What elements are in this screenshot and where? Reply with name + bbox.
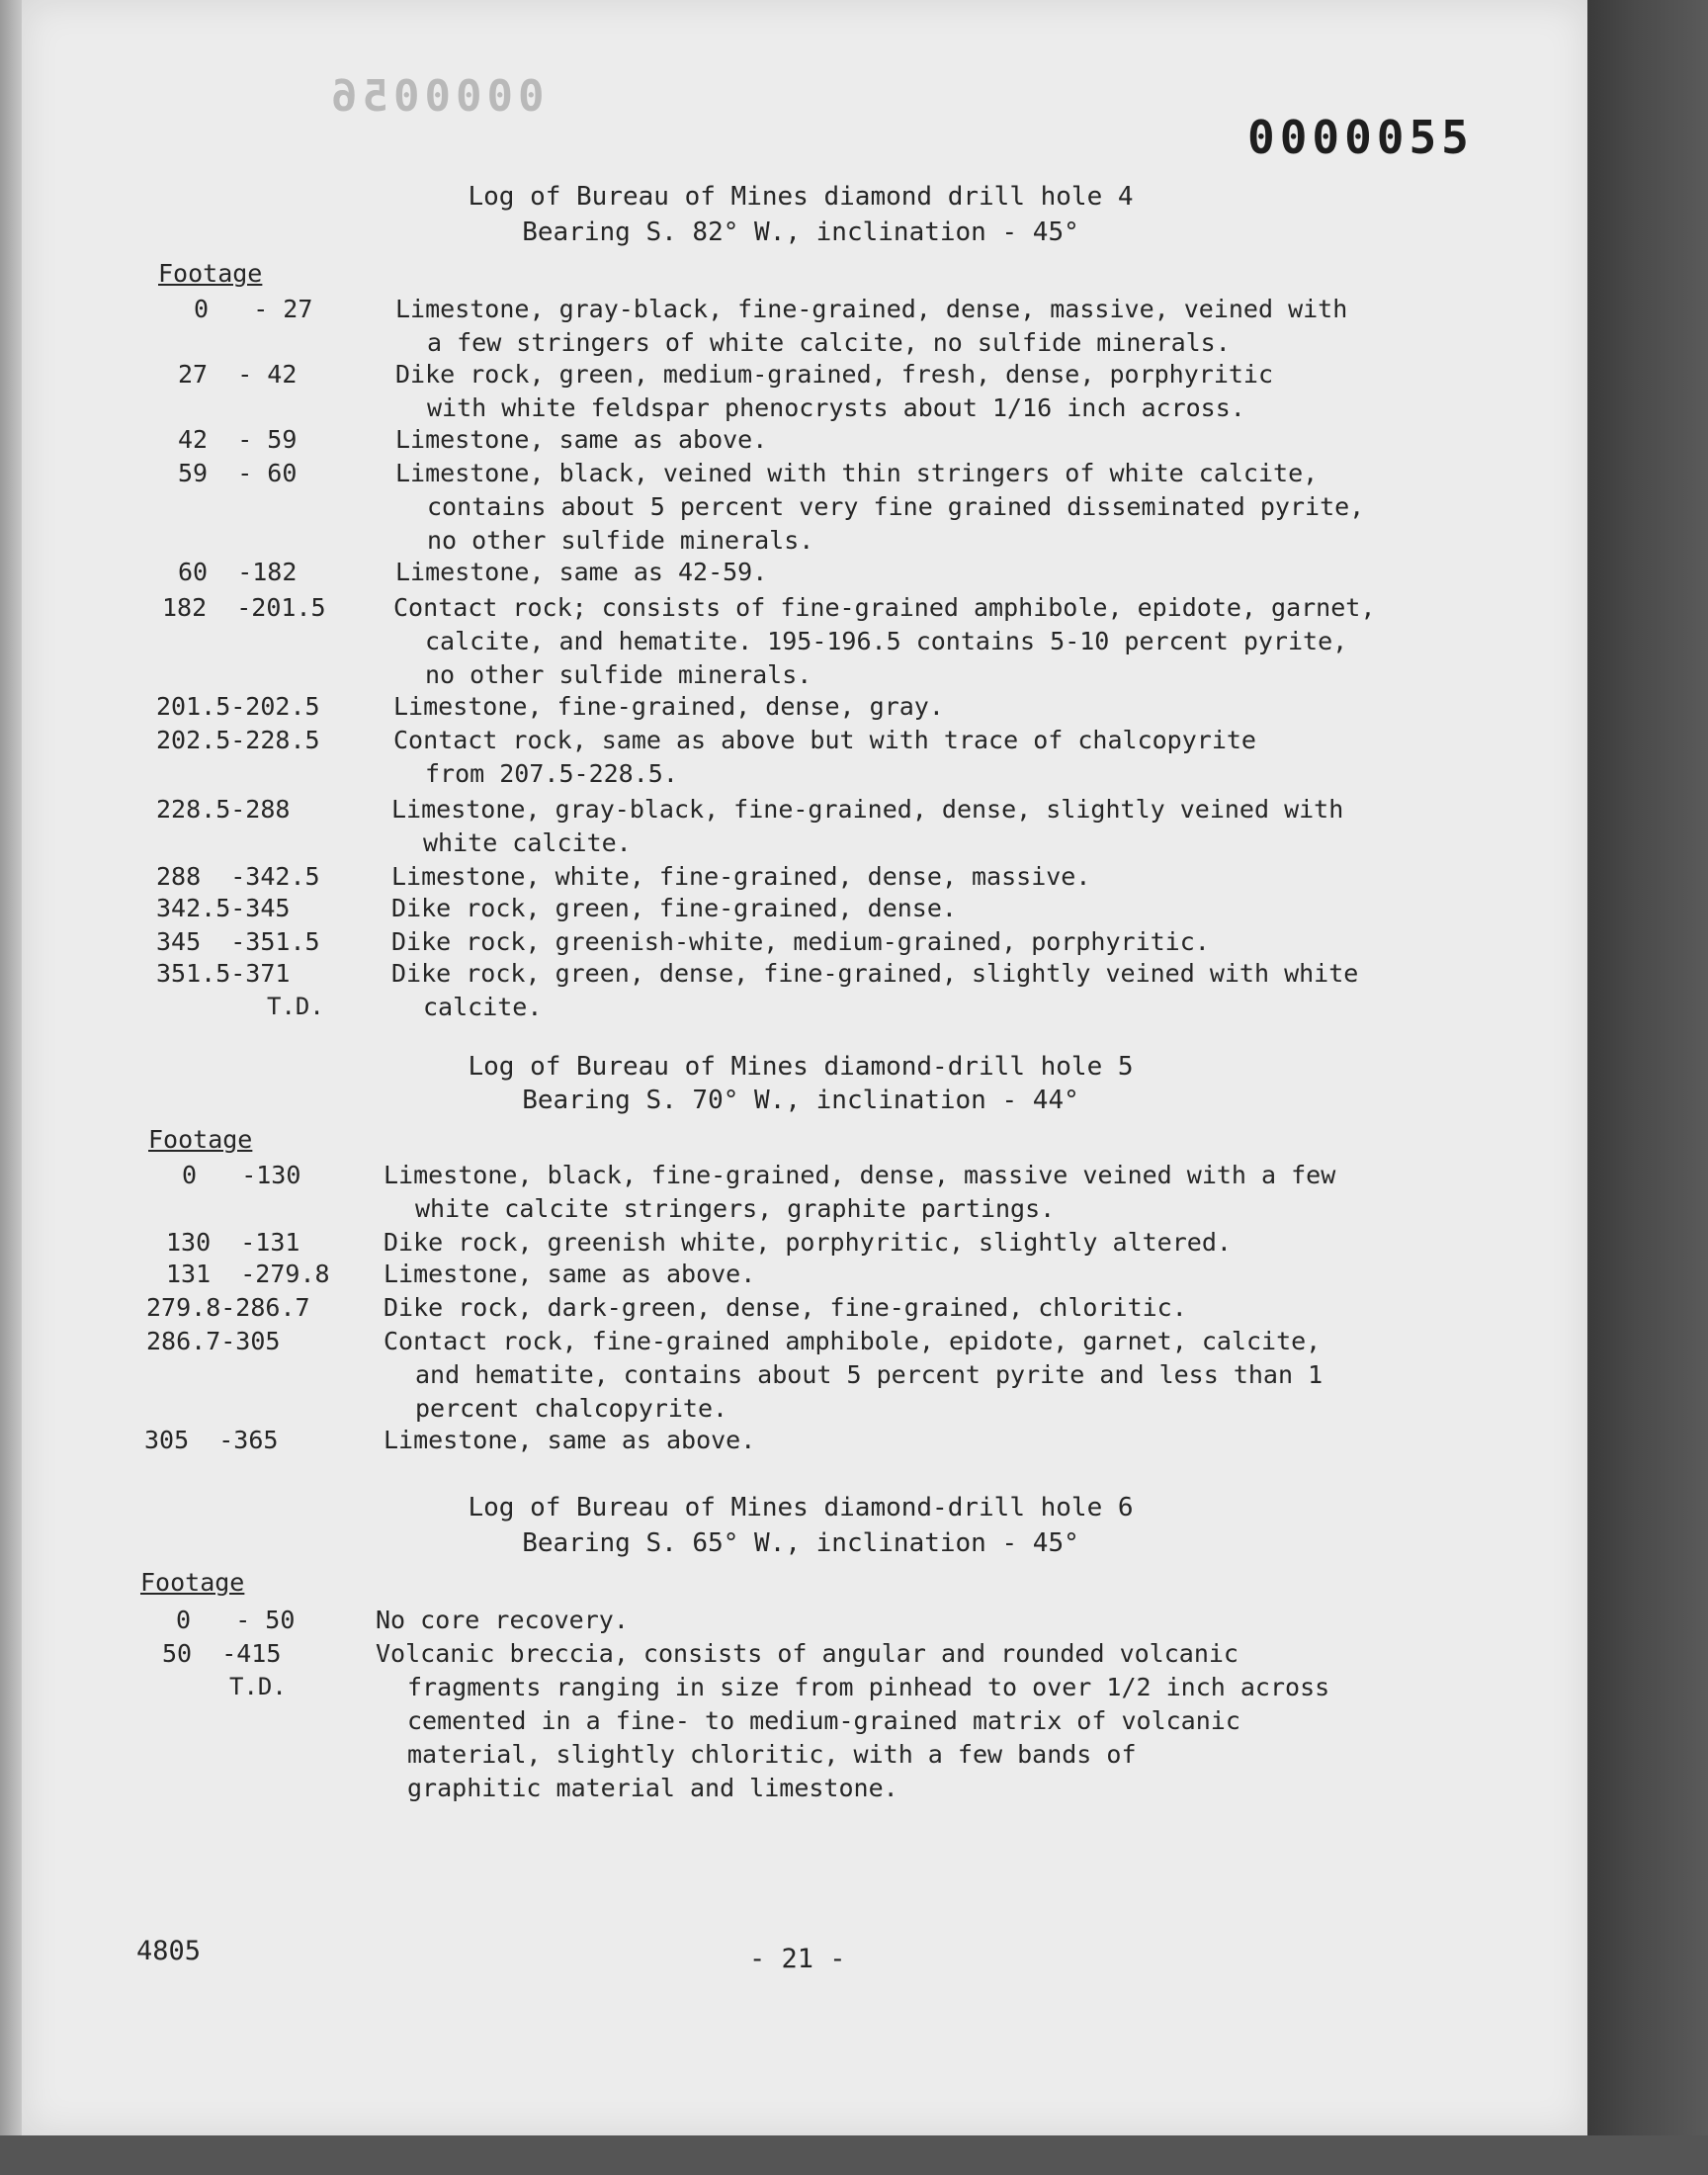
entry-description (391, 957, 1358, 1024)
description-line: white calcite stringers, graphite partings. (415, 1194, 1056, 1223)
entry-description (395, 423, 767, 457)
document-number: 4805 (136, 1936, 202, 1966)
description-line: Limestone, black, fine-grained, dense, massive veined with a few (384, 1161, 1336, 1189)
description-line: cemented in a fine- to medium-grained matrix of volcanic (407, 1706, 1240, 1735)
footage-range: 59 - 60 (178, 459, 298, 487)
description-line: Dike rock, green, fine-grained, dense. (391, 894, 957, 922)
entry-description (384, 1291, 1187, 1325)
description-line: Dike rock, dark-green, dense, fine-grained, chloritic. (384, 1293, 1187, 1322)
description-line: Limestone, same as above. (395, 425, 768, 454)
footage-header: Footage (140, 1568, 245, 1597)
description-line: No core recovery. (376, 1606, 629, 1634)
entry-description (384, 1258, 755, 1291)
entry-description (384, 1159, 1335, 1226)
footage-range: 131 -279.8 (166, 1260, 330, 1288)
footage-range: 288 -342.5 (156, 862, 320, 891)
description-line: a few stringers of white calcite, no sulfide minerals. (427, 328, 1231, 357)
footage-range: 202.5-228.5 (156, 726, 320, 754)
page-number: - 21 - (749, 1944, 846, 1974)
total-depth-label: T.D. (267, 993, 324, 1020)
footage-range: 0 -130 (182, 1161, 301, 1189)
scan-shadow-bottom (0, 2135, 1708, 2175)
description-line: graphitic material and limestone. (407, 1774, 898, 1802)
description-line: calcite. (423, 993, 543, 1021)
footage-range: 342.5-345 (156, 894, 291, 922)
description-line: percent chalcopyrite. (415, 1394, 728, 1423)
scan-shadow-right (1587, 0, 1708, 2175)
section-subtitle: Bearing S. 70° W., inclination - 44° (522, 1086, 1079, 1115)
footage-header: Footage (158, 259, 263, 288)
footage-range: 286.7-305 (146, 1327, 281, 1355)
description-line: Contact rock; consists of fine-grained amphibole, epidote, garnet, (393, 593, 1376, 622)
entry-description (391, 925, 1210, 959)
description-line: Limestone, same as above. (384, 1426, 756, 1454)
footage-range: 60 -182 (178, 558, 298, 586)
description-line: Limestone, white, fine-grained, dense, massive. (391, 862, 1091, 891)
description-line: no other sulfide minerals. (427, 526, 814, 555)
section-subtitle: Bearing S. 82° W., inclination - 45° (522, 218, 1079, 247)
footage-header: Footage (148, 1125, 253, 1154)
footage-range: 201.5-202.5 (156, 692, 320, 721)
description-line: fragments ranging in size from pinhead to over 1/2 inch across (407, 1673, 1330, 1701)
section-title: Log of Bureau of Mines diamond-drill hole 5 (468, 1052, 1134, 1082)
entry-description (384, 1226, 1232, 1260)
description-line: no other sulfide minerals. (425, 660, 812, 689)
description-line: Dike rock, green, dense, fine-grained, slightly veined with white (391, 959, 1359, 988)
entry-description (393, 591, 1375, 692)
entry-description (393, 724, 1256, 791)
description-line: from 207.5-228.5. (425, 759, 678, 788)
footage-range: 0 - 50 (176, 1606, 296, 1634)
description-line: Limestone, same as 42-59. (395, 558, 768, 586)
description-line: Limestone, gray-black, fine-grained, dense, massive, veined with (395, 295, 1348, 323)
section-title: Log of Bureau of Mines diamond drill hole 4 (468, 182, 1134, 212)
description-line: Contact rock, fine-grained amphibole, epidote, garnet, calcite, (384, 1327, 1322, 1355)
description-line: Dike rock, green, medium-grained, fresh, dense, porphyritic (395, 360, 1274, 389)
serial-number-stamp: 0000055 (1247, 111, 1474, 164)
footage-range: 50 -415 (162, 1639, 282, 1668)
entry-description (391, 860, 1090, 894)
entry-description (395, 358, 1273, 425)
entry-description (395, 457, 1364, 558)
description-line: white calcite. (423, 828, 632, 857)
section-subtitle: Bearing S. 65° W., inclination - 45° (522, 1528, 1079, 1558)
entry-description (376, 1604, 629, 1637)
entry-description (393, 690, 944, 724)
footage-range: 305 -365 (144, 1426, 279, 1454)
footage-range: 0 - 27 (194, 295, 313, 323)
description-line: calcite, and hematite. 195-196.5 contains 5-10 percent pyrite, (425, 627, 1348, 655)
description-line: Limestone, fine-grained, dense, gray. (393, 692, 944, 721)
entry-description (384, 1424, 755, 1457)
description-line: contains about 5 percent very fine grained disseminated pyrite, (427, 492, 1365, 521)
bleed-through-number: 0000056 (326, 71, 545, 122)
entry-description (384, 1325, 1323, 1426)
footage-range: 130 -131 (166, 1228, 300, 1257)
entry-description (395, 293, 1347, 360)
section-title: Log of Bureau of Mines diamond-drill hole 6 (468, 1493, 1134, 1522)
description-line: Contact rock, same as above but with trace of chalcopyrite (393, 726, 1256, 754)
description-line: Volcanic breccia, consists of angular and rounded volcanic (376, 1639, 1238, 1668)
entry-description (395, 556, 767, 589)
description-line: and hematite, contains about 5 percent pyrite and less than 1 (415, 1360, 1324, 1389)
description-line: Dike rock, greenish-white, medium-grained, porphyritic. (391, 927, 1210, 956)
entry-description (391, 793, 1343, 860)
description-line: material, slightly chloritic, with a few bands of (407, 1740, 1137, 1769)
description-line: Limestone, black, veined with thin stringers of white calcite, (395, 459, 1319, 487)
description-line: Limestone, gray-black, fine-grained, dense, slightly veined with (391, 795, 1344, 824)
entry-description (376, 1637, 1329, 1805)
footage-range: 279.8-286.7 (146, 1293, 310, 1322)
footage-range: 345 -351.5 (156, 927, 320, 956)
footage-range: 182 -201.5 (162, 593, 326, 622)
description-line: Dike rock, greenish white, porphyritic, slightly altered. (384, 1228, 1232, 1257)
footage-range: 228.5-288 (156, 795, 291, 824)
description-line: with white feldspar phenocrysts about 1/16 inch across. (427, 393, 1245, 422)
description-line: Limestone, same as above. (384, 1260, 756, 1288)
footage-range: 27 - 42 (178, 360, 298, 389)
total-depth-label: T.D. (229, 1673, 287, 1700)
footage-range: 42 - 59 (178, 425, 298, 454)
footage-range: 351.5-371 (156, 959, 291, 988)
entry-description (391, 892, 957, 925)
